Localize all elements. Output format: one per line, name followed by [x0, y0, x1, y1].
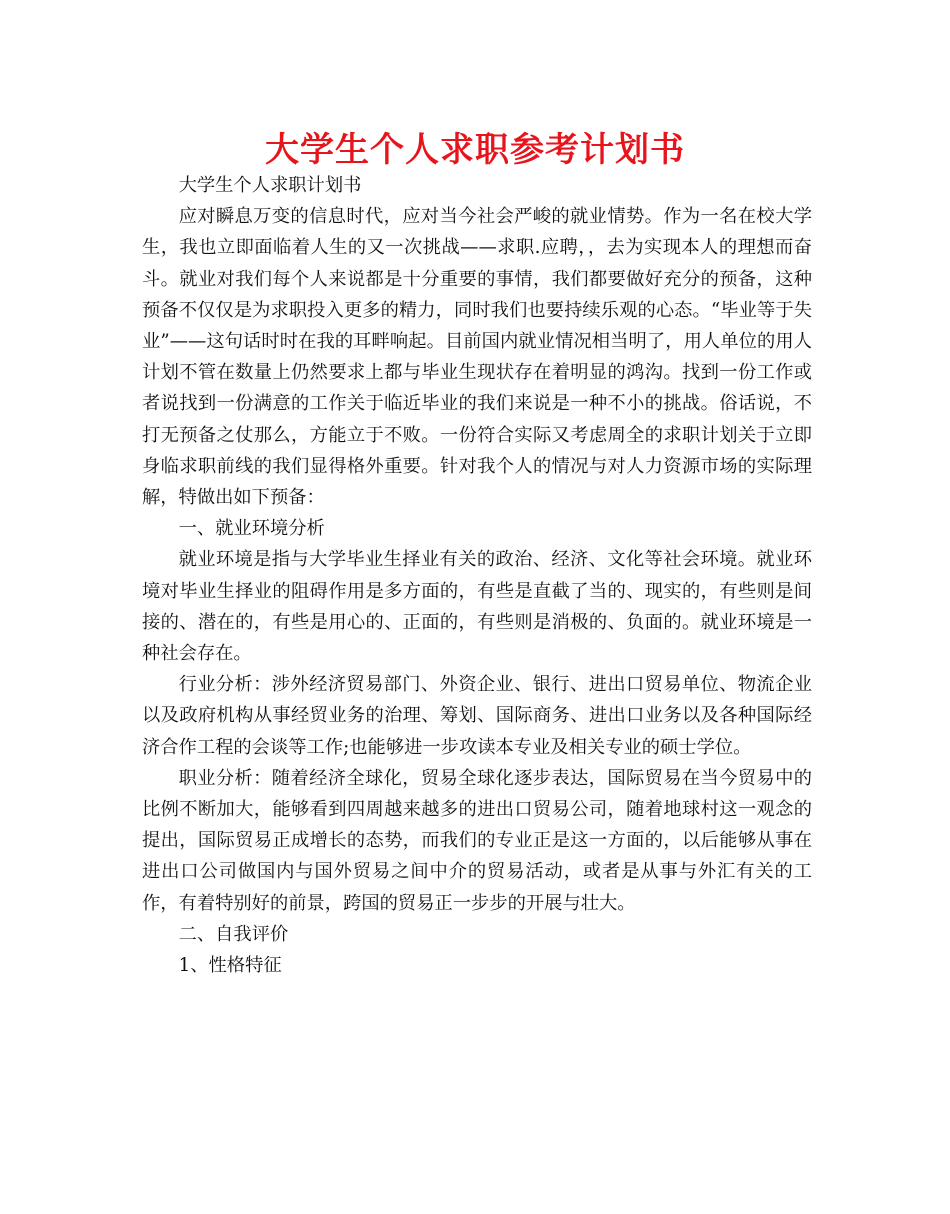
- subheading-personality: 1、性格特征: [178, 955, 282, 977]
- paragraph-intro: 应对瞬息万变的信息时代，应对当今社会严峻的就业情势。作为一名在校大学生，我也立即面临着人生的又一次挑战——求职.应聘，，去为实现本人的理想而奋斗。就业对我们每个人来说都是十分重要的事情，我们都要做好充分的预备，这种预备不仅仅是为求职投入更多的精力，同时我们也要持续乐观的心态。“毕业等于失业”——这句话时时在我的耳畔响起。目前国内就业情况相当明了，用人单位的用人计划不管在数量上仍然要求上都与毕业生现状存在着明显的鸿沟。找到一份工作或者说找到一份满意的工作关于临近毕业的我们来说是一种不小的挑战。俗话说，不打无预备之仗那么，方能立于不败。一份符合实际又考虑周全的求职计划关于立即身临求职前线的我们显得格外重要。针对我个人的情况与对人力资源市场的实际理解，特做出如下预备：: [142, 206, 812, 509]
- paragraph-career-analysis: 职业分析：随着经济全球化，贸易全球化逐步表达，国际贸易在当今贸易中的比例不断加大，能够看到四周越来越多的进出口贸易公司，随着地球村这一观念的提出，国际贸易正成增长的态势，而我们的专业正是这一方面的，以后能够从事在进出口公司做国内与国外贸易之间中介的贸易活动，或者是从事与外汇有关的工作，有着特别好的前景，跨国的贸易正一步步的开展与壮大。: [142, 767, 812, 914]
- section-heading-environment: 一、就业环境分析: [178, 518, 325, 540]
- paragraph-environment: 就业环境是指与大学毕业生择业有关的政治、经济、文化等社会环境。就业环境对毕业生择业的阻碍作用是多方面的，有些是直截了当的、现实的，有些则是间接的、潜在的，有些是用心的、正面的，有些则是消极的、负面的。就业环境是一种社会存在。: [142, 549, 812, 665]
- document-subtitle: 大学生个人求职计划书: [178, 175, 362, 196]
- section-heading-self-evaluation: 二、自我评价: [178, 923, 289, 945]
- document-body: [142, 170, 812, 981]
- paragraph-industry-analysis: 行业分析：涉外经济贸易部门、外资企业、银行、进出口贸易单位、物流企业以及政府机构从事经贸业务的治理、筹划、国际商务、进出口业务以及各种国际经济合作工程的会谈等工作;也能够进一步攻读本专业及相关专业的硕士学位。: [142, 674, 812, 758]
- document-title: 大学生个人求职参考计划书: [265, 130, 685, 170]
